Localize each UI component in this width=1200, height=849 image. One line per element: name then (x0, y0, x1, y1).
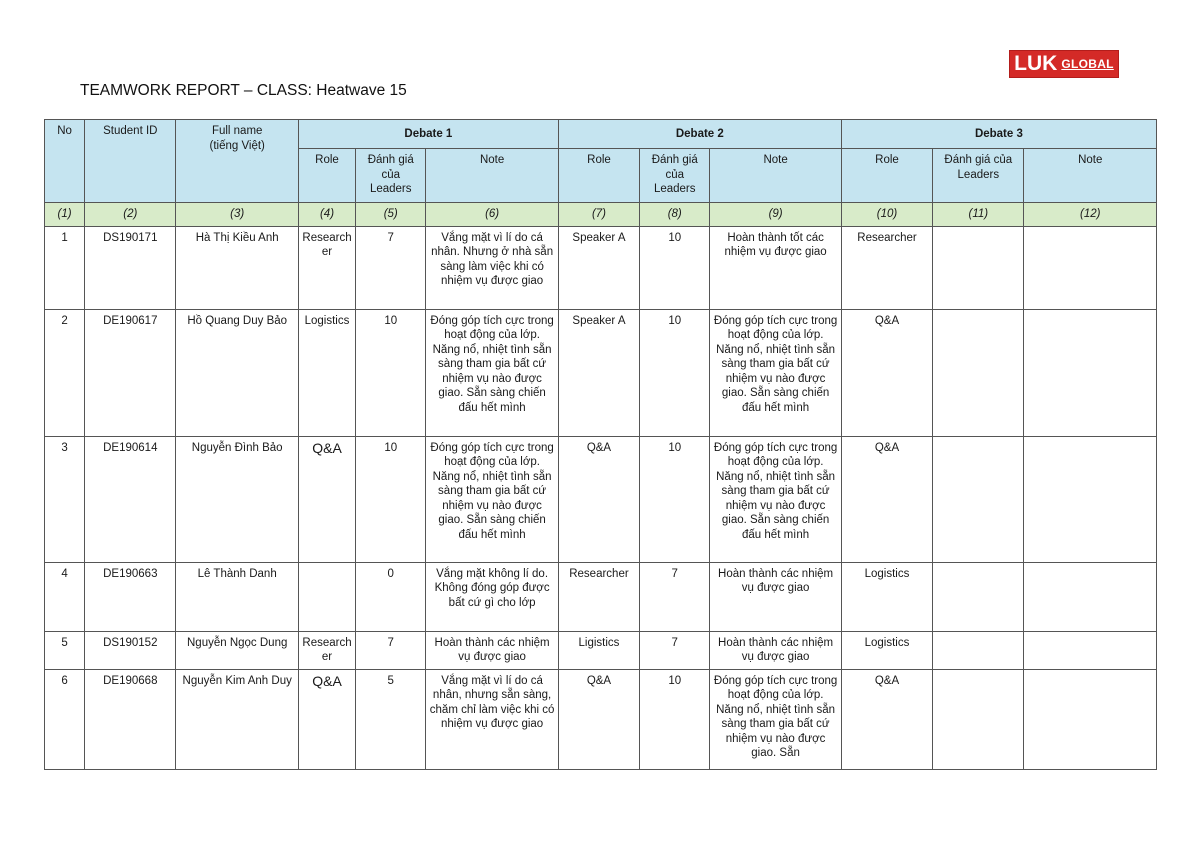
header-d2-role: Role (558, 149, 639, 203)
cell-d2-role: Speaker A (558, 309, 639, 436)
cell-no: 4 (45, 562, 85, 631)
cell-d1-role: Q&A (298, 669, 355, 769)
cell-d1-note: Hoàn thành các nhiệm vụ được giao (426, 631, 558, 669)
report-title: TEAMWORK REPORT – CLASS: Heatwave 15 (80, 82, 407, 99)
index-cell: (4) (298, 203, 355, 227)
cell-d2-note: Đóng góp tích cực trong hoạt động của lớp. Năng nổ, nhiệt tình sẵn sàng tham gia bất cứ nhiệm vụ nào được giao. Sẵn sàng chiến đấu hết mình (710, 309, 841, 436)
header-debate-2: Debate 2 (558, 120, 841, 149)
cell-d1-note: Đóng góp tích cực trong hoạt động của lớp. Năng nổ, nhiệt tình sẵn sàng tham gia bất cứ nhiệm vụ nào được giao. Sẵn sàng chiến đấu hết mình (426, 309, 558, 436)
header-row-groups (45, 120, 1157, 149)
index-cell: (12) (1024, 203, 1157, 227)
cell-d2-role: Q&A (558, 436, 639, 562)
cell-d3-role: Q&A (841, 436, 932, 562)
cell-student-id: DE190668 (85, 669, 176, 769)
cell-d2-role: Q&A (558, 669, 639, 769)
column-index-row (45, 203, 1157, 227)
cell-d1-role: Q&A (298, 436, 355, 562)
header-full-name (176, 120, 298, 203)
header-d2-note: Note (710, 149, 841, 203)
cell-no: 1 (45, 226, 85, 309)
cell-full-name: Hồ Quang Duy Bảo (176, 309, 298, 436)
cell-d2-score: 10 (640, 436, 710, 562)
header-full-name-label: Full name (211, 125, 263, 137)
cell-d3-note (1024, 309, 1157, 436)
cell-d2-note: Đóng góp tích cực trong hoạt động của lớp. Năng nổ, nhiệt tình sẵn sàng tham gia bất cứ nhiệm vụ nào được giao. Sẵn sàng chiến đấu hết mình (710, 436, 841, 562)
cell-full-name: Lê Thành Danh (176, 562, 298, 631)
header-debate-3: Debate 3 (841, 120, 1156, 149)
cell-d2-score: 7 (640, 631, 710, 669)
header-d1-role: Role (298, 149, 355, 203)
cell-d1-score: 7 (356, 631, 426, 669)
header-debate-1: Debate 1 (298, 120, 558, 149)
cell-d2-role: Researcher (558, 562, 639, 631)
cell-d3-role: Q&A (841, 309, 932, 436)
cell-d2-score: 10 (640, 226, 710, 309)
index-cell: (2) (85, 203, 176, 227)
cell-d3-role: Q&A (841, 669, 932, 769)
cell-full-name: Nguyễn Kim Anh Duy (176, 669, 298, 769)
table-row (45, 631, 1157, 669)
cell-no: 2 (45, 309, 85, 436)
cell-d3-score (933, 631, 1024, 669)
cell-d3-note (1024, 226, 1157, 309)
cell-student-id: DS190171 (85, 226, 176, 309)
index-cell: (6) (426, 203, 558, 227)
table-row (45, 226, 1157, 309)
cell-d3-note (1024, 436, 1157, 562)
cell-no: 3 (45, 436, 85, 562)
index-cell: (5) (356, 203, 426, 227)
header-full-name-sub: (tiếng Việt) (209, 139, 265, 152)
cell-d2-role: Ligistics (558, 631, 639, 669)
cell-no: 6 (45, 669, 85, 769)
logo-text-global: GLOBAL (1061, 57, 1114, 71)
cell-d1-score: 10 (356, 436, 426, 562)
cell-d3-score (933, 562, 1024, 631)
cell-student-id: DE190617 (85, 309, 176, 436)
cell-full-name: Nguyễn Đình Bảo (176, 436, 298, 562)
header-no: No (45, 120, 85, 203)
index-cell: (3) (176, 203, 298, 227)
cell-d1-note: Đóng góp tích cực trong hoạt động của lớp. Năng nổ, nhiệt tình sẵn sàng tham gia bất cứ nhiệm vụ nào được giao. Sẵn sàng chiến đấu hết mình (426, 436, 558, 562)
cell-full-name: Nguyễn Ngọc Dung (176, 631, 298, 669)
index-cell: (9) (710, 203, 841, 227)
table-row (45, 669, 1157, 769)
cell-d1-note: Vắng mặt vì lí do cá nhân. Nhưng ở nhà sẵn sàng làm việc khi có nhiệm vụ được giao (426, 226, 558, 309)
cell-d1-role (298, 562, 355, 631)
cell-d2-role: Speaker A (558, 226, 639, 309)
cell-d1-score: 5 (356, 669, 426, 769)
cell-student-id: DE190614 (85, 436, 176, 562)
cell-d1-score: 0 (356, 562, 426, 631)
header-d3-role: Role (841, 149, 932, 203)
cell-no: 5 (45, 631, 85, 669)
cell-d2-score: 10 (640, 309, 710, 436)
index-cell: (7) (558, 203, 639, 227)
cell-d1-score: 7 (356, 226, 426, 309)
cell-d3-score (933, 309, 1024, 436)
cell-d3-role: Researcher (841, 226, 932, 309)
cell-d3-note (1024, 631, 1157, 669)
table-row (45, 436, 1157, 562)
cell-d3-role: Logistics (841, 631, 932, 669)
cell-d3-role: Logistics (841, 562, 932, 631)
header-student-id: Student ID (85, 120, 176, 203)
cell-d2-note: Hoàn thành các nhiệm vụ được giao (710, 631, 841, 669)
cell-student-id: DE190663 (85, 562, 176, 631)
index-cell: (1) (45, 203, 85, 227)
cell-d2-note-text: Đóng góp tích cực trong hoạt động của lớp. Năng nổ, nhiệt tình sẵn sàng tham gia bất cứ nhiệm vụ nào được giao. Sẵn (713, 674, 838, 759)
cell-d1-role: Logistics (298, 309, 355, 436)
index-cell: (8) (640, 203, 710, 227)
header-d1-rating: Đánh giá của Leaders (356, 149, 426, 203)
cell-d3-score (933, 669, 1024, 769)
header-d1-note: Note (426, 149, 558, 203)
cell-d2-score: 10 (640, 669, 710, 769)
index-cell: (10) (841, 203, 932, 227)
cell-d2-note (710, 669, 841, 769)
cell-d3-note (1024, 562, 1157, 631)
header-d2-rating: Đánh giá của Leaders (640, 149, 710, 203)
cell-full-name: Hà Thị Kiều Anh (176, 226, 298, 309)
cell-d3-note (1024, 669, 1157, 769)
cell-d3-score (933, 436, 1024, 562)
cell-d2-score: 7 (640, 562, 710, 631)
cell-d1-note: Vắng mặt không lí do. Không đóng góp được bất cứ gì cho lớp (426, 562, 558, 631)
logo-text-luk: LUK (1014, 52, 1058, 75)
cell-d1-score: 10 (356, 309, 426, 436)
table-row (45, 309, 1157, 436)
header-d3-note: Note (1024, 149, 1157, 203)
cell-d1-role: Researcher (298, 631, 355, 669)
cell-d1-role: Researcher (298, 226, 355, 309)
table-row (45, 562, 1157, 631)
teamwork-report-table (44, 119, 1157, 770)
index-cell: (11) (933, 203, 1024, 227)
cell-student-id: DS190152 (85, 631, 176, 669)
cell-d2-note: Hoàn thành các nhiệm vụ được giao (710, 562, 841, 631)
cell-d2-note: Hoàn thành tốt các nhiệm vụ được giao (710, 226, 841, 309)
header-d3-rating: Đánh giá của Leaders (933, 149, 1024, 203)
luk-global-logo (1009, 50, 1119, 78)
cell-d1-note: Vắng mặt vì lí do cá nhân, nhưng sẵn sàng, chăm chỉ làm việc khi có nhiệm vụ được giao (426, 669, 558, 769)
cell-d3-score (933, 226, 1024, 309)
